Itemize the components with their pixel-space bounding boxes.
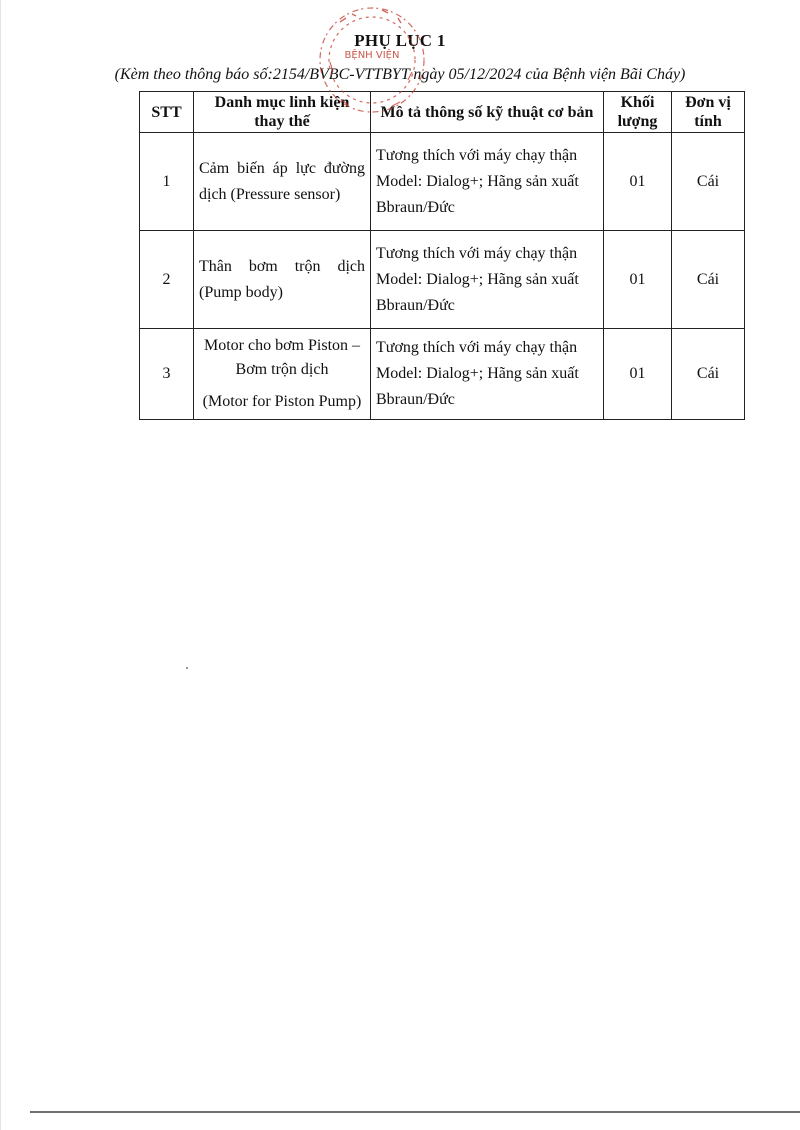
cell-stt: 1 [140, 133, 194, 231]
table-row [140, 133, 745, 231]
category-line-2: Bơm trộn dịch [235, 361, 329, 378]
cell-quantity: 01 [604, 231, 672, 329]
page-subtitle: (Kèm theo thông báo số:2154/BVBC-VTTBYT ngày 05/12/2024 của Bệnh viện Bãi Cháy) [114, 66, 686, 83]
cell-category: Cảm biến áp lực đường dịch (Pressure sensor) [194, 133, 371, 231]
header-category: Danh mục linh kiện thay thế [194, 92, 371, 133]
category-line-3: (Motor for Piston Pump) [202, 393, 362, 410]
cell-description: Tương thích với máy chạy thận Model: Dialog+; Hãng sản xuất Bbraun/Đức [371, 231, 604, 329]
header-quantity: Khối lượng [604, 92, 672, 133]
cell-unit: Cái [672, 329, 745, 420]
cell-quantity: 01 [604, 329, 672, 420]
table-row [140, 329, 745, 420]
header-unit: Đơn vị tính [672, 92, 745, 133]
cell-unit: Cái [672, 231, 745, 329]
cell-category: Thân bơm trộn dịch (Pump body) [194, 231, 371, 329]
header-stt: STT [140, 92, 194, 133]
cell-description: Tương thích với máy chạy thận Model: Dialog+; Hãng sản xuất Bbraun/Đức [371, 133, 604, 231]
cell-unit: Cái [672, 133, 745, 231]
page-bottom-edge [30, 1111, 800, 1113]
category-line-1: Motor cho bơm Piston – [203, 337, 361, 354]
scan-speck [186, 667, 188, 669]
spare-parts-table [139, 91, 745, 420]
cell-quantity: 01 [604, 133, 672, 231]
page-edge [0, 0, 1, 1130]
header-description: Mô tả thông số kỹ thuật cơ bản [371, 92, 604, 133]
cell-stt: 3 [140, 329, 194, 420]
hospital-seal [312, 0, 432, 128]
page-title: PHỤ LỤC 1 [354, 31, 446, 50]
cell-stt: 2 [140, 231, 194, 329]
table-header-row [140, 92, 745, 133]
cell-description: Tương thích với máy chạy thận Model: Dialog+; Hãng sản xuất Bbraun/Đức [371, 329, 604, 420]
seal-text: BỆNH VIỆN [344, 50, 400, 61]
table-row [140, 231, 745, 329]
cell-category [194, 329, 371, 420]
